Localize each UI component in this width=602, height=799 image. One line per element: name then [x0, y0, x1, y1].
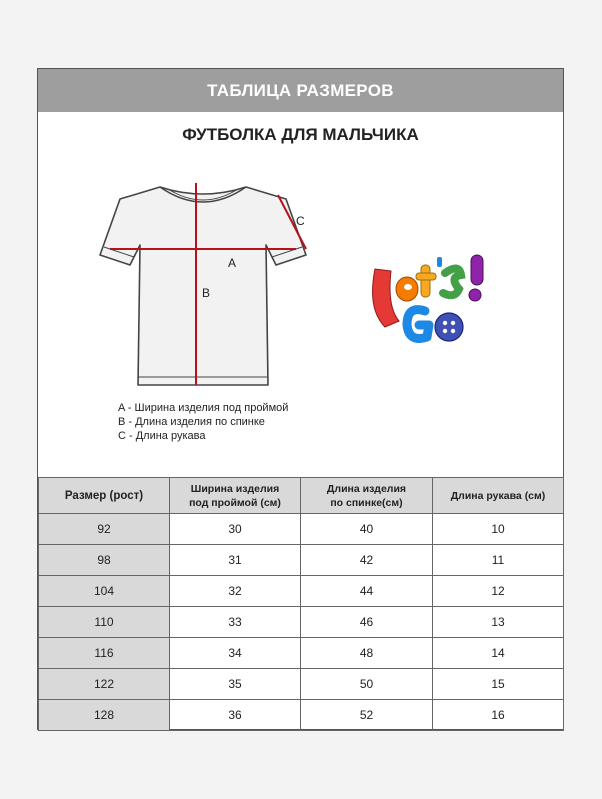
table-header-row [39, 478, 564, 514]
cell-width: 36 [170, 700, 301, 731]
size-chart-card [37, 68, 564, 730]
lets-go-logo [363, 249, 503, 354]
table-row [39, 576, 564, 607]
size-table [38, 477, 564, 731]
legend-item-c: C - Длина рукава [118, 430, 206, 442]
cell-size: 92 [39, 514, 170, 545]
header-sleeve [433, 478, 564, 514]
table-row [39, 638, 564, 669]
cell-size: 98 [39, 545, 170, 576]
header-sleeve-label: Длина рукава (см) [450, 489, 546, 502]
cell-width: 30 [170, 514, 301, 545]
cell-size: 122 [39, 669, 170, 700]
header-width [170, 478, 301, 514]
table-row [39, 669, 564, 700]
cell-width: 34 [170, 638, 301, 669]
cell-sleeve: 11 [433, 545, 564, 576]
header-width-line2: под проймой (см) [189, 496, 281, 509]
header-size-label: Размер (рост) [64, 489, 144, 502]
cell-size: 116 [39, 638, 170, 669]
table-row [39, 514, 564, 545]
cell-sleeve: 13 [433, 607, 564, 638]
cell-sleeve: 10 [433, 514, 564, 545]
cell-sleeve: 14 [433, 638, 564, 669]
cell-sleeve: 15 [433, 669, 564, 700]
cell-size: 110 [39, 607, 170, 638]
product-title: ФУТБОЛКА ДЛЯ МАЛЬЧИКА [182, 125, 419, 144]
cell-length: 40 [301, 514, 433, 545]
legend-item-b: B - Длина изделия по спинке [118, 416, 265, 428]
cell-width: 32 [170, 576, 301, 607]
cell-length: 52 [301, 700, 433, 731]
cell-length: 50 [301, 669, 433, 700]
measurement-legend [118, 401, 288, 443]
header-length-line2: по спинке(см) [330, 496, 403, 509]
cell-sleeve: 12 [433, 576, 564, 607]
cell-size: 128 [39, 700, 170, 731]
table-row [39, 545, 564, 576]
tshirt-diagram [98, 177, 308, 397]
measure-b-label: B [202, 286, 211, 300]
header-length-line1: Длина изделия [326, 482, 407, 495]
header-title: ТАБЛИЦА РАЗМЕРОВ [207, 80, 394, 100]
cell-length: 42 [301, 545, 433, 576]
legend-item-a: A - Ширина изделия под проймой [118, 402, 289, 414]
cell-width: 35 [170, 669, 301, 700]
cell-width: 33 [170, 607, 301, 638]
table-row [39, 607, 564, 638]
table-row [39, 700, 564, 731]
header-length [301, 478, 433, 514]
cell-sleeve: 16 [433, 700, 564, 731]
cell-length: 48 [301, 638, 433, 669]
header-width-line1: Ширина изделия [190, 482, 280, 495]
measure-c-label: C [296, 214, 305, 228]
header-bar [38, 69, 563, 112]
cell-width: 31 [170, 545, 301, 576]
measure-a-label: A [228, 256, 237, 270]
cell-length: 46 [301, 607, 433, 638]
cell-size: 104 [39, 576, 170, 607]
header-size [39, 478, 170, 514]
cell-length: 44 [301, 576, 433, 607]
